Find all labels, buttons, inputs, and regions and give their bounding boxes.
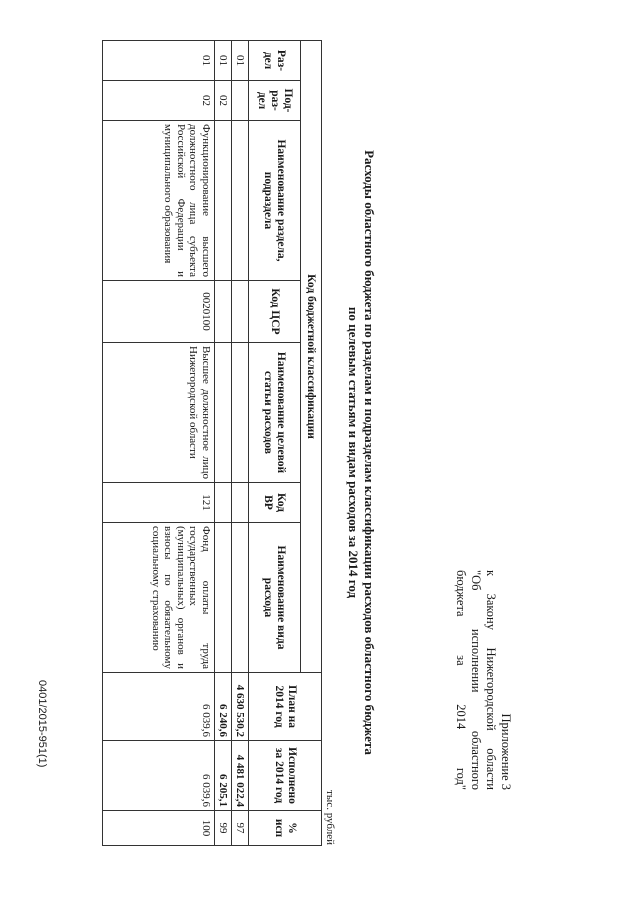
cell-exec: 6 039,6 — [103, 741, 215, 811]
cell-name-section: Функционирование высшего должностного лица субъекта Российской Федерации и муниципального образования — [103, 121, 215, 281]
title-line-2: по целевым статьям и видам расходов за 2014 год — [346, 306, 361, 599]
cell-podrazdel: 02 — [215, 81, 232, 121]
cell-plan: 6 039,6 — [103, 673, 215, 741]
cell-pct: 100 — [103, 811, 215, 846]
cell-vr — [215, 483, 232, 523]
appendix-title: Приложение 3 — [499, 713, 513, 790]
cell-plan: 4 630 530,2 — [232, 673, 249, 741]
cell-name-vr — [215, 523, 232, 673]
header-name-vr: Наименование вида расхода — [249, 523, 301, 673]
header-exec: Исполнено за 2014 год — [249, 741, 322, 811]
expenditure-table-wrap — [102, 40, 322, 845]
header-plan: План на 2014 год — [249, 673, 322, 741]
cell-name-csr: Высшее должностное лицо Нижегородской области — [103, 343, 215, 483]
appendix-line-3: бюджета за 2014 год" — [454, 570, 468, 790]
table-row — [103, 41, 215, 846]
cell-razdel: 01 — [215, 41, 232, 81]
cell-podrazdel: 02 — [103, 81, 215, 121]
appendix-header — [453, 570, 513, 790]
units-label: тыс. рублей — [324, 790, 336, 845]
cell-csr: 0020100 — [103, 281, 215, 343]
header-name-section: Наименование раздела, подраздела — [249, 121, 301, 281]
cell-name-vr: Фонд оплаты труда государственных (муниципальных) органов и взносы по обязательному социальному страхованию — [103, 523, 215, 673]
header-vr: Код ВР — [249, 483, 301, 523]
cell-name-section — [232, 121, 249, 281]
cell-name-section — [215, 121, 232, 281]
table-row — [215, 41, 232, 846]
header-csr: Код ЦСР — [249, 281, 301, 343]
document-title — [345, 0, 377, 905]
header-name-csr: Наименование целевой статьи расходов — [249, 343, 301, 483]
cell-name-csr — [215, 343, 232, 483]
cell-pct: 99 — [215, 811, 232, 846]
header-podrazdel: Под-раз-дел — [249, 81, 301, 121]
cell-vr — [232, 483, 249, 523]
cell-exec: 4 481 022,4 — [232, 741, 249, 811]
title-line-1: Расходы областного бюджета по разделам и подразделам классификации расходов областного бюджета — [362, 150, 377, 755]
cell-razdel: 01 — [103, 41, 215, 81]
header-razdel: Раз-дел — [249, 41, 301, 81]
group-header: Код бюджетной классификации — [301, 41, 322, 673]
cell-vr: 121 — [103, 483, 215, 523]
cell-podrazdel — [232, 81, 249, 121]
cell-plan: 6 240,6 — [215, 673, 232, 741]
cell-razdel: 01 — [232, 41, 249, 81]
cell-name-csr — [232, 343, 249, 483]
cell-csr — [215, 281, 232, 343]
table-row — [232, 41, 249, 846]
header-row-group — [301, 41, 322, 846]
document-code: 0401/2015-951(1) — [36, 680, 48, 768]
cell-pct: 97 — [232, 811, 249, 846]
header-pct: % исп — [249, 811, 322, 846]
expenditure-table — [102, 40, 322, 846]
appendix-line-1: к Закону Нижегородской области — [484, 570, 498, 790]
cell-csr — [232, 281, 249, 343]
appendix-line-2: "Об исполнении областного — [469, 570, 483, 790]
cell-exec: 6 205,1 — [215, 741, 232, 811]
cell-name-vr — [232, 523, 249, 673]
